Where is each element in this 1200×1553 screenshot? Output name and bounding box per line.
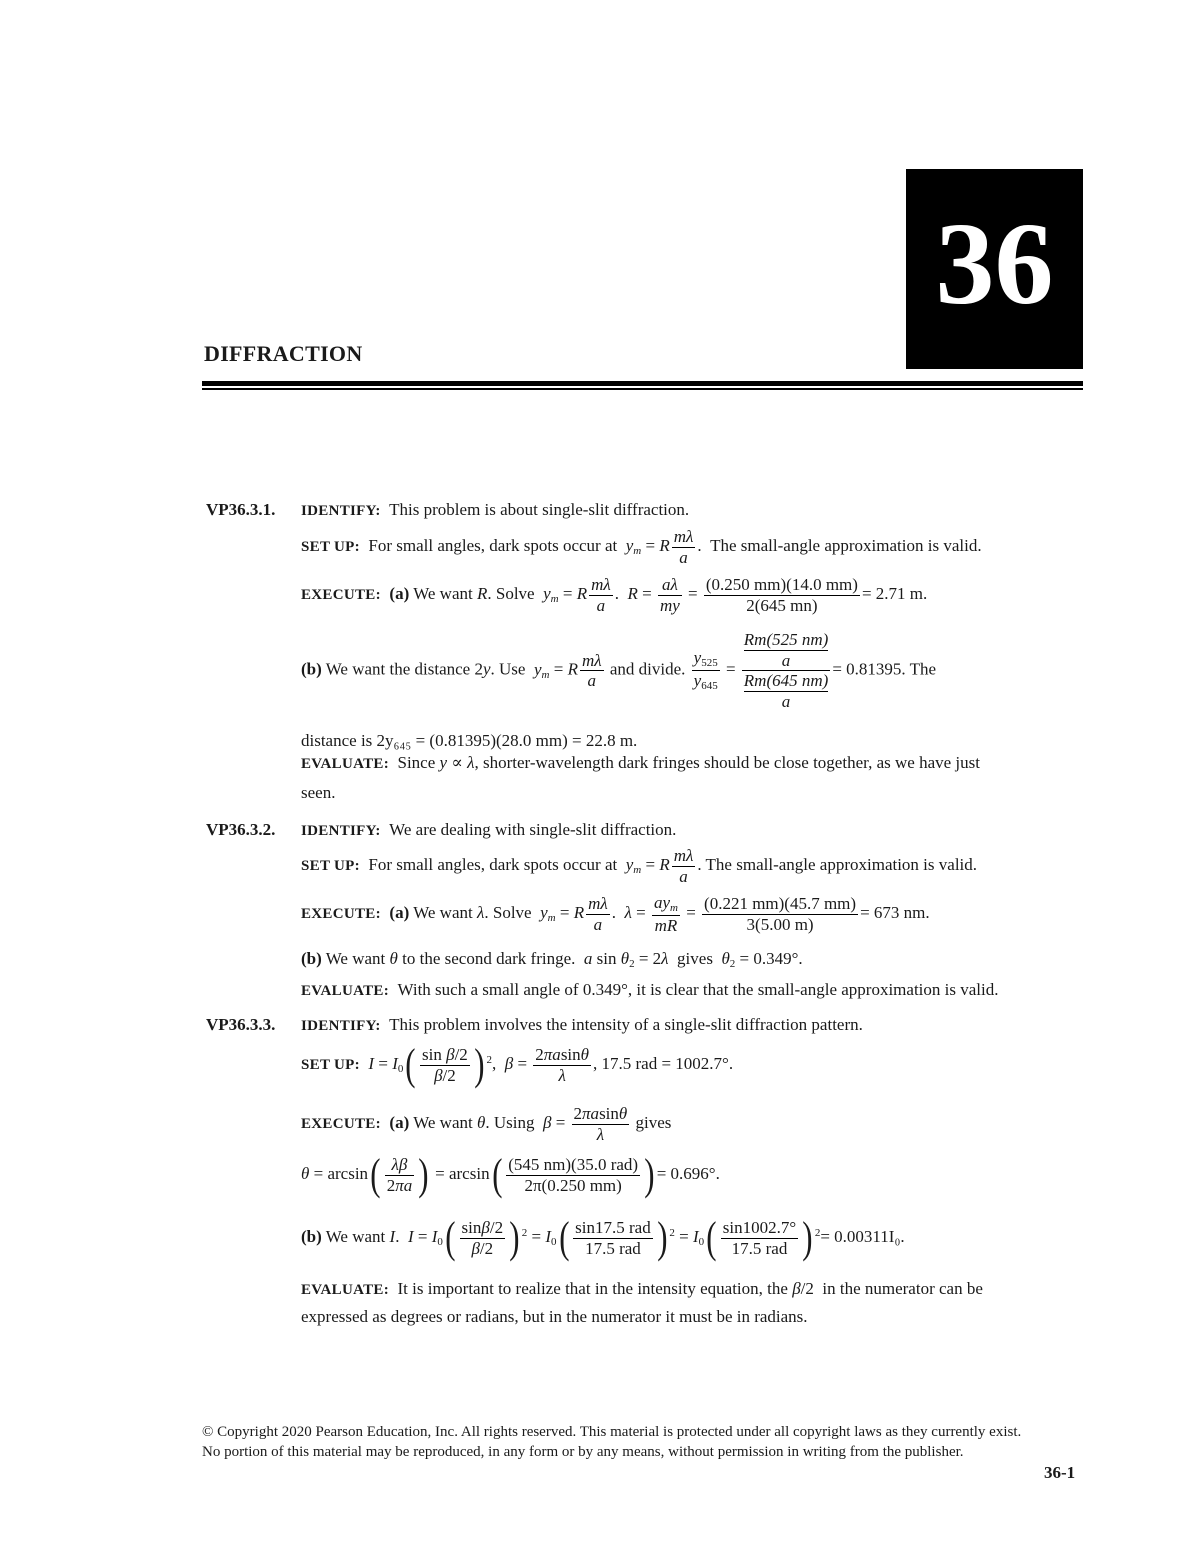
copyright-line-2: No portion of this material may be reproduced, in any form or by any means, without permission in writing from the publisher.: [202, 1444, 964, 1460]
p2-execute-a: EXECUTE: (a) We want λ. Solve $y_m = R$ $\frac{m\lambda}{a}$ . λ = $\frac{ay_m}{mR}$ = $\frac{(0.221 mm)(45.7 mm)}{3(5.00 m)}$ = 673 nm.: [301, 893, 930, 935]
copyright-line-1: © Copyright 2020 Pearson Education, Inc. All rights reserved. This material is protected under all copyright laws as they currently exist.: [202, 1424, 1022, 1440]
p1-evaluate-cont: seen.: [301, 783, 336, 802]
p2-execute-b: (b) We want θ to the second dark fringe. a $\sin \theta_2 = 2\lambda$ gives $\theta_2 = 0.349^\circ$.: [301, 949, 803, 970]
p3-arcsin: θ = arcsin( $\frac{\lambda\beta}{2\pi a}$ ) = arcsin( $\frac{\text{(545 nm)(35.0 rad)}}{2\pi(0.250 mm)}$ ) = 0.696°.: [301, 1150, 720, 1199]
p2-evaluate: EVALUATE: With such a small angle of 0.349°, it is clear that the small-angle approximation is valid.: [301, 980, 999, 999]
header-rule-thin: [202, 388, 1083, 390]
p1-evaluate: EVALUATE: Since y ∝ λ, shorter-wavelength dark fringes should be close together, as we have just: [301, 753, 980, 772]
p3-identify: IDENTIFY: This problem involves the intensity of a single-slit diffraction pattern.: [301, 1015, 863, 1034]
chapter-title: DIFFRACTION: [204, 341, 363, 366]
p3-setup: SET UP: $I = I_0$( $\frac{\text{sin β/2}}{\beta/2}$ ) $^2$, β = $\frac{2\pi asin\theta}{\lambda}$ , 17.5 rad = 1002.7°.: [301, 1040, 734, 1089]
p1-setup: SET UP: For small angles, dark spots occur at $y_m = R$ $\frac{m\lambda}{a}$ . The small-angle approximation is valid.: [301, 527, 982, 567]
problem-id: VP36.3.1.: [206, 500, 276, 519]
p1-execute-a: EXECUTE: (a) We want R. Solve $y_m = R$ $\frac{m\lambda}{a}$ . R = $\frac{a\lambda}{my}$ = $\frac{(0.250 mm)(14.0 mm)}{2(645 mn)}$ = 2.71 m.: [301, 575, 928, 615]
p1-distance: distance is 2y₆₄₅ = (0.81395)(28.0 mm) = 22.8 m.: [301, 731, 638, 750]
p1-execute-b: (b) We want the distance 2y. Use $y_m = R$ $\frac{m\lambda}{a}$ and divide. $\frac{y_{525}}{y_{645}}$ = Rm(525 nm) a Rm(645 nm) a = 0.81395. The: [301, 630, 937, 711]
p2-setup: SET UP: For small angles, dark spots occur at $y_m = R$ $\frac{m\lambda}{a}$ . The small-angle approximation is valid.: [301, 846, 978, 886]
problem-id: VP36.3.2.: [206, 820, 276, 839]
copyright-notice: [202, 1422, 1021, 1462]
header-rule-thick: [202, 381, 1083, 386]
p1-identify: IDENTIFY: This problem is about single-slit diffraction.: [301, 500, 690, 519]
p3-execute-a: EXECUTE: (a) We want θ. Using β = $\frac{2\pi asin\theta}{\lambda}$ gives: [301, 1104, 672, 1144]
p3-evaluate: EVALUATE: It is important to realize that in the intensity equation, the β/2 in the numerator can be: [301, 1279, 983, 1298]
p3-execute-b: (b) We want I. $I = I_0$( $\frac{\sin\beta/2}{\beta/2}$ ) $^2 = I_0$( $\frac{\text{sin17.5 rad}}{\text{17.5 rad}}$ ) $^2 = I_0$( $\frac{\sin 1002.7^\circ}{\text{17.5 rad}}$ ) $^2$= 0.00311I₀.: [301, 1213, 905, 1262]
page-number: 36-1: [1044, 1463, 1076, 1482]
p3-evaluate-cont: expressed as degrees or radians, but in the numerator it must be in radians.: [301, 1307, 808, 1326]
problem-id: VP36.3.3.: [206, 1015, 276, 1034]
chapter-number: 36: [935, 198, 1054, 329]
p2-identify: IDENTIFY: We are dealing with single-slit diffraction.: [301, 820, 677, 839]
